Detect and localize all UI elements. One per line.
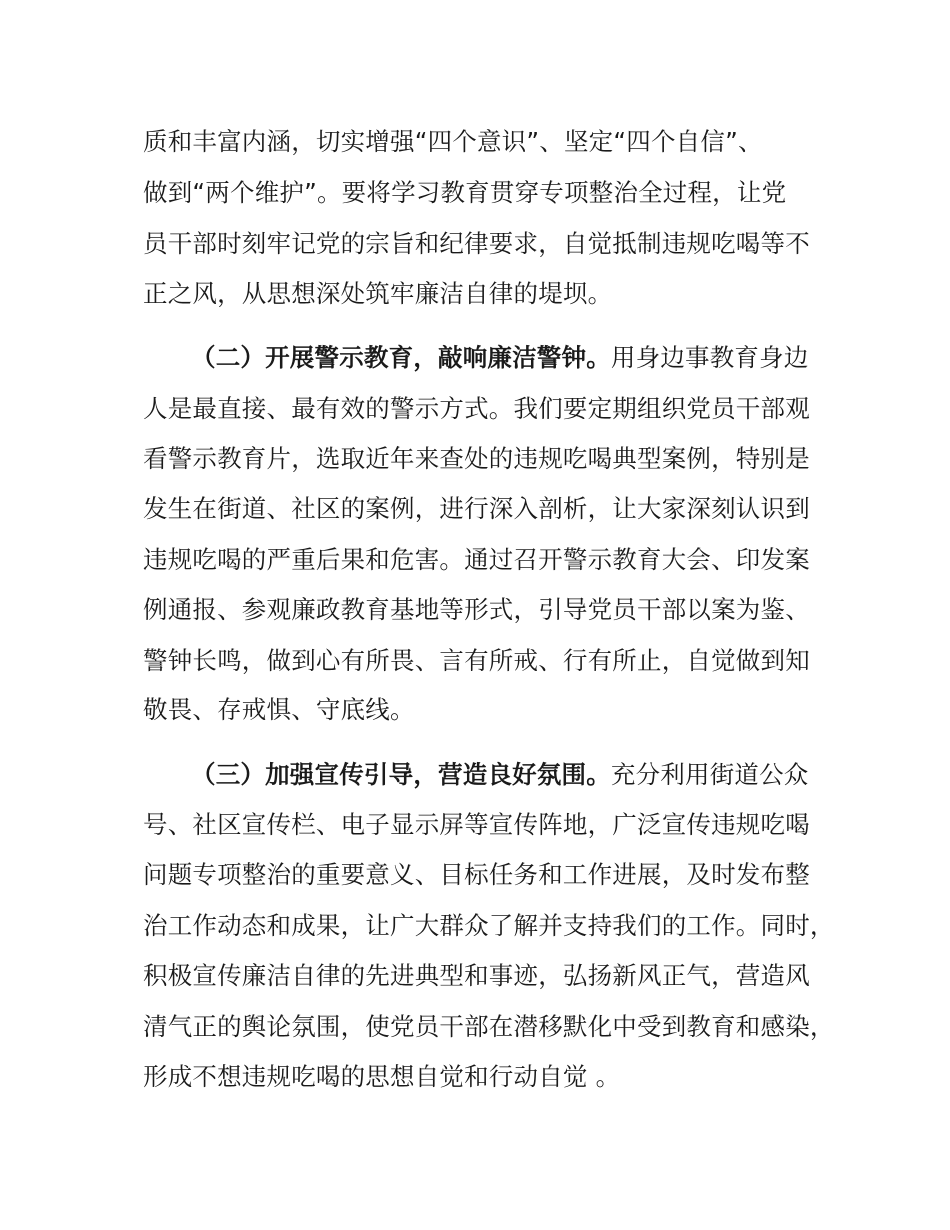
paragraph-2-line-8: 敬畏、存戒惧、守底线。 <box>143 695 415 724</box>
paragraph-1-line-1: 质和丰富内涵，切实增强“四个意识”、坚定“四个自信”、 <box>143 127 763 156</box>
paragraph-2-line-4: 发生在街道、社区的案例，进行深入剖析，让大家深刻认识到 <box>143 494 810 523</box>
paragraph-2-line-2: 人是最直接、最有效的警示方式。我们要定期组织党员干部观 <box>143 394 810 423</box>
paragraph-3-first-line <box>191 755 823 795</box>
paragraph-1-line-4: 正之风，从思想深处筑牢廉洁自律的堤坝。 <box>143 279 613 308</box>
paragraph-2-line-7: 警钟长鸣，做到心有所畏、言有所戒、行有所止，自觉做到知 <box>143 646 810 675</box>
paragraph-2-line-3: 看警示教育片，选取近年来查处的违规吃喝典型案例，特别是 <box>143 444 810 473</box>
paragraph-3-line-6: 清气正的舆论氛围，使党员干部在潜移默化中受到教育和感染， <box>143 1012 835 1041</box>
paragraph-2-line-6: 例通报、参观廉政教育基地等形式，引导党员干部以案为鉴、 <box>143 595 810 624</box>
paragraph-2-first-line <box>191 338 823 378</box>
paragraph-3-first-line-rest: 充分利用街道公众 <box>610 760 809 789</box>
paragraph-1-line-3: 员干部时刻牢记党的宗旨和纪律要求，自觉抵制违规吃喝等不 <box>143 229 810 258</box>
paragraph-1-line-2: 做到“两个维护”。要将学习教育贯穿专项整治全过程，让党 <box>143 178 787 207</box>
paragraph-3-line-7: 形成不想违规吃喝的思想自觉和行动自觉 。 <box>143 1062 621 1091</box>
paragraph-3-line-5: 积极宣传廉洁自律的先进典型和事迹，弘扬新风正气，营造风 <box>143 961 810 990</box>
paragraph-3-line-4: 治工作动态和成果，让广大群众了解并支持我们的工作。同时， <box>143 911 835 940</box>
section-heading-2: （二）开展警示教育，敲响廉洁警钟。 <box>191 343 611 372</box>
paragraph-2-line-5: 违规吃喝的严重后果和危害。通过召开警示教育大会、印发案 <box>143 545 810 574</box>
paragraph-3-line-2: 号、社区宣传栏、电子显示屏等宣传阵地，广泛宣传违规吃喝 <box>143 810 810 839</box>
paragraph-2-first-line-rest: 用身边事教育身边 <box>610 343 809 372</box>
paragraph-3-line-3: 问题专项整治的重要意义、目标任务和工作进展，及时发布整 <box>143 860 810 889</box>
section-heading-3: （三）加强宣传引导，营造良好氛围。 <box>191 760 611 789</box>
